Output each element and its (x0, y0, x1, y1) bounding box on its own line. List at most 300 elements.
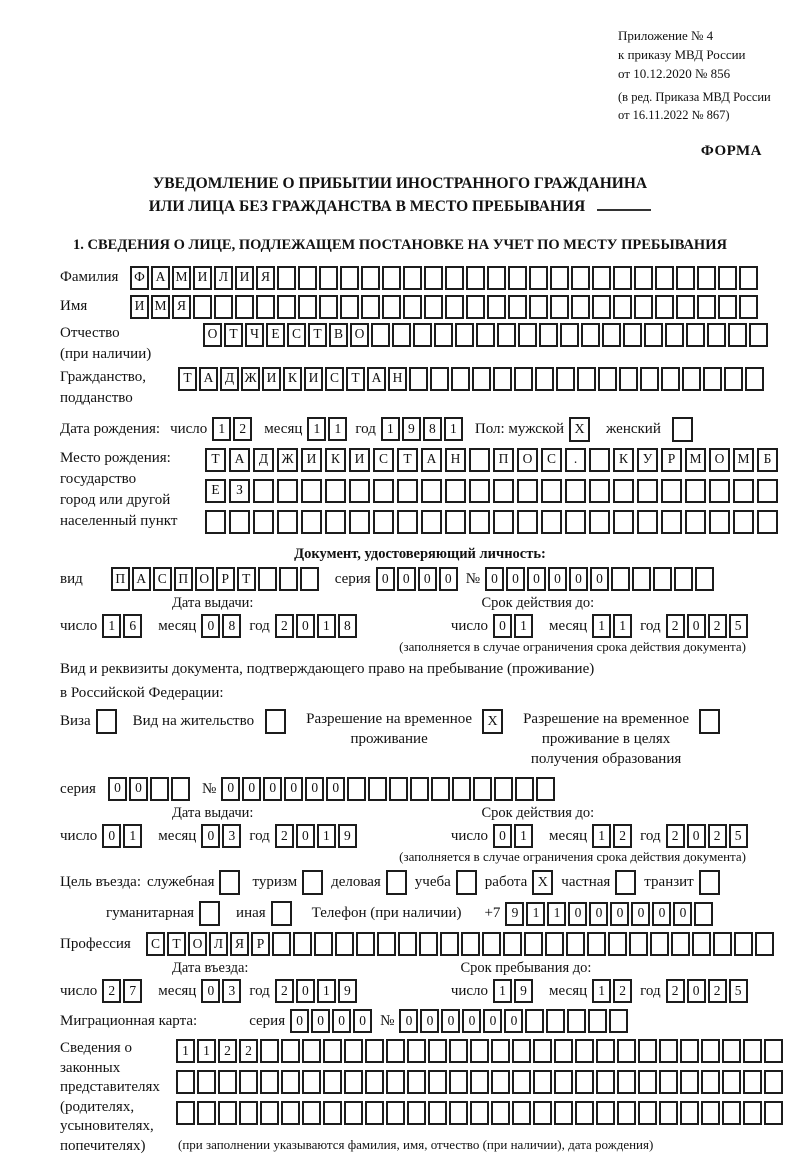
char-box (469, 479, 490, 503)
char-box (431, 777, 450, 801)
char-box: К (613, 448, 634, 472)
char-box: З (229, 479, 250, 503)
profession-grid (146, 932, 776, 956)
char-box: О (203, 323, 222, 347)
char-box (680, 1101, 699, 1125)
char-box (512, 1101, 531, 1125)
citizenship-row (60, 367, 780, 409)
char-box: 0 (483, 1009, 502, 1033)
char-box (608, 932, 627, 956)
char-box (410, 777, 429, 801)
res-valid-day (493, 824, 535, 848)
char-box (445, 295, 464, 319)
purpose-work-checkbox: X (532, 870, 553, 895)
char-box (403, 266, 422, 290)
char-box (637, 479, 658, 503)
char-box (739, 295, 758, 319)
char-box (452, 777, 471, 801)
char-box: 0 (242, 777, 261, 801)
entry-year (275, 979, 359, 1003)
char-box: 1 (212, 417, 231, 441)
char-box: 0 (284, 777, 303, 801)
doc-valid-month (592, 614, 634, 638)
char-box (571, 295, 590, 319)
char-box (428, 1070, 447, 1094)
char-box (674, 567, 693, 591)
char-box (554, 1101, 573, 1125)
char-box: 0 (311, 1009, 330, 1033)
valid-until-heading: Срок действия до: (481, 595, 595, 611)
res-valid-year (666, 824, 750, 848)
char-box (533, 1101, 552, 1125)
char-box: С (325, 367, 344, 391)
char-box (554, 1070, 573, 1094)
char-box (541, 479, 562, 503)
char-box (517, 479, 538, 503)
appendix-line: от 10.12.2020 № 856 (618, 66, 731, 81)
char-box (653, 567, 672, 591)
char-box: 0 (687, 614, 706, 638)
char-box (421, 510, 442, 534)
residence-series-row (60, 777, 780, 801)
char-box: Ф (130, 266, 149, 290)
char-box: 1 (328, 417, 347, 441)
char-box: 1 (514, 614, 533, 638)
char-box: . (565, 448, 586, 472)
char-box (589, 448, 610, 472)
char-box (344, 1070, 363, 1094)
char-box: Ч (245, 323, 264, 347)
char-box: А (229, 448, 250, 472)
char-box (508, 295, 527, 319)
legal-reps-label-line: Сведения о (60, 1040, 132, 1057)
char-box (685, 510, 706, 534)
char-box: 0 (420, 1009, 439, 1033)
char-box: 0 (441, 1009, 460, 1033)
char-box (461, 932, 480, 956)
char-box (260, 1039, 279, 1063)
char-box (493, 479, 514, 503)
char-box: Р (216, 567, 235, 591)
surname-row (60, 266, 780, 290)
char-box (637, 510, 658, 534)
char-box (535, 367, 554, 391)
char-box (512, 1070, 531, 1094)
char-box: 2 (708, 824, 727, 848)
char-box (392, 323, 411, 347)
char-box (556, 367, 575, 391)
char-box: 1 (514, 824, 533, 848)
char-box (676, 295, 695, 319)
char-box (365, 1039, 384, 1063)
char-box: П (493, 448, 514, 472)
char-box: А (367, 367, 386, 391)
char-box (661, 510, 682, 534)
month-label: месяц (264, 421, 303, 437)
female-checkbox (672, 417, 693, 442)
char-box (589, 510, 610, 534)
char-box: 5 (729, 614, 748, 638)
patronymic-label-line1: Отчество (60, 324, 120, 341)
char-box (619, 367, 638, 391)
char-box (718, 295, 737, 319)
char-box: 1 (592, 614, 611, 638)
char-box (503, 932, 522, 956)
char-box (546, 1009, 565, 1033)
char-box: Т (224, 323, 243, 347)
char-box (470, 1101, 489, 1125)
char-box (470, 1070, 489, 1094)
birth-year-grid (381, 417, 465, 441)
char-box (277, 295, 296, 319)
blank-underline (597, 195, 651, 211)
char-box: 0 (353, 1009, 372, 1033)
char-box (722, 1070, 741, 1094)
res-issue-month (201, 824, 243, 848)
char-box (472, 367, 491, 391)
purpose-option-label: туризм (252, 874, 298, 891)
char-box (566, 932, 585, 956)
char-box: 2 (666, 979, 685, 1003)
residence-permit-label: Вид на жительство (132, 713, 255, 729)
char-box (235, 295, 254, 319)
char-box (407, 1070, 426, 1094)
char-box (592, 266, 611, 290)
birthplace-label-line4: населенный пункт (60, 512, 178, 529)
purpose-row2 (106, 901, 780, 926)
char-box (512, 1039, 531, 1063)
char-box (302, 1101, 321, 1125)
char-box: 5 (729, 824, 748, 848)
char-box (403, 295, 422, 319)
char-box: 2 (708, 614, 727, 638)
entry-dates-row (60, 979, 780, 1003)
day-label: число (60, 617, 98, 634)
valid-until-heading: Срок действия до: (481, 804, 595, 821)
day-label: число (450, 827, 489, 844)
birthplace-label-line2: государство (60, 470, 137, 487)
char-box (301, 510, 322, 534)
day-label: число (60, 827, 98, 844)
day-label: число (60, 983, 98, 999)
char-box: Т (237, 567, 256, 591)
char-box (491, 1039, 510, 1063)
purpose-option-label: деловая (331, 874, 381, 891)
char-box (277, 266, 296, 290)
char-box (319, 295, 338, 319)
char-box (749, 323, 768, 347)
char-box (356, 932, 375, 956)
temp-edu-checkbox (699, 709, 720, 734)
char-box (281, 1039, 300, 1063)
char-box: 0 (493, 614, 512, 638)
char-box: С (287, 323, 306, 347)
restriction-note: (заполняется в случае ограничения срока действия документа) (399, 849, 746, 864)
doc-kind-row (60, 567, 780, 591)
char-box: С (153, 567, 172, 591)
given-name-row (60, 295, 780, 319)
char-box (695, 567, 714, 591)
char-box (260, 1101, 279, 1125)
char-box (253, 479, 274, 503)
char-box (229, 510, 250, 534)
char-box (469, 510, 490, 534)
char-box: Е (205, 479, 226, 503)
char-box: 0 (332, 1009, 351, 1033)
char-box (554, 1039, 573, 1063)
char-box (377, 932, 396, 956)
temp-permit-label-line2: проживание (350, 730, 428, 747)
char-box (697, 295, 716, 319)
char-box (686, 323, 705, 347)
char-box (389, 777, 408, 801)
char-box: 0 (296, 824, 315, 848)
char-box: 1 (176, 1039, 195, 1063)
legal-reps-label-line: усыновителях, (60, 1118, 154, 1135)
section1-heading: 1. СВЕДЕНИЯ О ЛИЦЕ, ПОДЛЕЖАЩЕМ ПОСТАНОВКЕ НА УЧЕТ ПО МЕСТУ ПРЕБЫВАНИЯ (73, 236, 727, 253)
char-box (413, 323, 432, 347)
char-box: У (637, 448, 658, 472)
char-box: 1 (123, 824, 142, 848)
char-box: 1 (592, 824, 611, 848)
char-box: 7 (123, 979, 142, 1003)
char-box: 0 (418, 567, 437, 591)
char-box (722, 1101, 741, 1125)
char-box: 8 (222, 614, 241, 638)
doc-series-grid (376, 567, 460, 591)
char-box (661, 367, 680, 391)
char-box (722, 1039, 741, 1063)
char-box: 2 (102, 979, 121, 1003)
char-box (682, 367, 701, 391)
char-box (517, 510, 538, 534)
char-box: 3 (222, 824, 241, 848)
char-box (545, 932, 564, 956)
char-box (302, 1070, 321, 1094)
char-box: 1 (444, 417, 463, 441)
char-box (449, 1070, 468, 1094)
revision-line: (в ред. Приказа МВД России (618, 90, 771, 104)
char-box (596, 1039, 615, 1063)
char-box (701, 1070, 720, 1094)
char-box (397, 510, 418, 534)
char-box: С (373, 448, 394, 472)
residence-date-headings (60, 804, 780, 822)
purpose-option-label: служебная (146, 874, 215, 891)
char-box (335, 932, 354, 956)
char-box (470, 1039, 489, 1063)
char-box (300, 567, 319, 591)
char-box (218, 1101, 237, 1125)
char-box: И (301, 448, 322, 472)
char-box: А (151, 266, 170, 290)
purpose-humanitarian-checkbox (199, 901, 220, 926)
char-box: Я (230, 932, 249, 956)
char-box (494, 777, 513, 801)
char-box (718, 266, 737, 290)
visa-checkbox (96, 709, 117, 734)
birthplace-grid-row2 (205, 479, 781, 503)
given-name-label: Имя (60, 298, 88, 315)
char-box: И (193, 266, 212, 290)
char-box: 2 (613, 824, 632, 848)
temp-permit-label (306, 709, 472, 749)
residence-dates-row (60, 824, 780, 848)
char-box (298, 266, 317, 290)
char-box (680, 1070, 699, 1094)
char-box (694, 902, 713, 926)
char-box (575, 1101, 594, 1125)
char-box (565, 479, 586, 503)
char-box (361, 295, 380, 319)
char-box (428, 1039, 447, 1063)
until-day (493, 979, 535, 1003)
migcard-number-grid (399, 1009, 630, 1033)
char-box (707, 323, 726, 347)
form-title-line1: УВЕДОМЛЕНИЕ О ПРИБЫТИИ ИНОСТРАННОГО ГРАЖДАНИНА (152, 174, 648, 192)
char-box (325, 510, 346, 534)
doc-kind-grid (111, 567, 321, 591)
char-box (256, 295, 275, 319)
char-box (260, 1070, 279, 1094)
char-box (323, 1101, 342, 1125)
char-box (757, 479, 778, 503)
char-box (473, 777, 492, 801)
char-box (445, 510, 466, 534)
char-box (205, 510, 226, 534)
phone-label: Телефон (при наличии) (311, 905, 462, 922)
char-box (764, 1039, 783, 1063)
form-title-line2 (0, 195, 800, 218)
char-box: К (325, 448, 346, 472)
char-box: 1 (307, 417, 326, 441)
char-box (665, 323, 684, 347)
char-box (409, 367, 428, 391)
doc-issue-day (102, 614, 144, 638)
char-box (493, 367, 512, 391)
char-box (176, 1101, 195, 1125)
char-box (340, 295, 359, 319)
char-box: 0 (631, 902, 650, 926)
char-box: Р (251, 932, 270, 956)
char-box: О (350, 323, 369, 347)
profession-label: Профессия (60, 935, 131, 952)
char-box (733, 479, 754, 503)
char-box (632, 567, 651, 591)
char-box (613, 479, 634, 503)
char-box (508, 266, 527, 290)
char-box: К (283, 367, 302, 391)
char-box (373, 510, 394, 534)
legal-reps-label-line: представителях (60, 1079, 160, 1096)
char-box: 0 (527, 567, 546, 591)
char-box (588, 1009, 607, 1033)
issue-date-heading: Дата выдачи: (172, 804, 254, 821)
char-box (613, 510, 634, 534)
char-box (567, 1009, 586, 1033)
char-box: О (188, 932, 207, 956)
char-box (539, 323, 558, 347)
char-box: 9 (505, 902, 524, 926)
char-box (193, 295, 212, 319)
char-box: Я (256, 266, 275, 290)
temp-edu-label (523, 709, 689, 769)
surname-grid (130, 266, 760, 290)
char-box: Д (253, 448, 274, 472)
res-valid-month (592, 824, 634, 848)
char-box (577, 367, 596, 391)
char-box (757, 510, 778, 534)
entry-day (102, 979, 144, 1003)
char-box (434, 323, 453, 347)
char-box: 0 (201, 979, 220, 1003)
char-box: 1 (526, 902, 545, 926)
number-label: № (465, 570, 480, 587)
sex-male-label: Пол: мужской (474, 421, 565, 437)
char-box (638, 1101, 657, 1125)
char-box (349, 510, 370, 534)
char-box (373, 479, 394, 503)
char-box (440, 932, 459, 956)
entry-month (201, 979, 243, 1003)
char-box (617, 1101, 636, 1125)
char-box: 0 (376, 567, 395, 591)
purpose-option-label: работа (484, 874, 528, 891)
patronymic-label (60, 323, 203, 365)
purpose-option-label: частная (561, 874, 611, 891)
char-box: 0 (493, 824, 512, 848)
char-box (638, 1039, 657, 1063)
char-box (368, 777, 387, 801)
char-box: 9 (338, 824, 357, 848)
day-label: число (170, 421, 208, 437)
char-box (365, 1101, 384, 1125)
char-box (424, 295, 443, 319)
stay-until-heading: Срок пребывания до: (460, 960, 592, 977)
char-box (659, 1101, 678, 1125)
char-box (733, 510, 754, 534)
profession-row (60, 932, 780, 956)
purpose-option-label: гуманитарная (106, 905, 195, 922)
residence-intro-line1: Вид и реквизиты документа, подтверждающего право на пребывание (проживание) (60, 661, 595, 678)
char-box: Е (266, 323, 285, 347)
month-label: месяц (549, 617, 588, 634)
char-box: 8 (423, 417, 442, 441)
number-label: № (380, 1013, 395, 1029)
char-box: 0 (568, 902, 587, 926)
char-box: 0 (673, 902, 692, 926)
char-box: 0 (569, 567, 588, 591)
char-box (171, 777, 190, 801)
birthplace-row (60, 448, 780, 541)
char-box (659, 1039, 678, 1063)
birth-month-grid (307, 417, 349, 441)
char-box (617, 1070, 636, 1094)
char-box: И (349, 448, 370, 472)
char-box: 2 (666, 614, 685, 638)
char-box (680, 1039, 699, 1063)
purpose-row1 (60, 870, 780, 895)
purpose-transit-checkbox (699, 870, 720, 895)
char-box (529, 266, 548, 290)
char-box: Р (661, 448, 682, 472)
char-box (371, 323, 390, 347)
residence-intro-line2: в Российской Федерации: (60, 685, 224, 702)
char-box: 0 (548, 567, 567, 591)
char-box (476, 323, 495, 347)
temp-permit-checkbox: X (482, 709, 503, 734)
char-box: 0 (590, 567, 609, 591)
